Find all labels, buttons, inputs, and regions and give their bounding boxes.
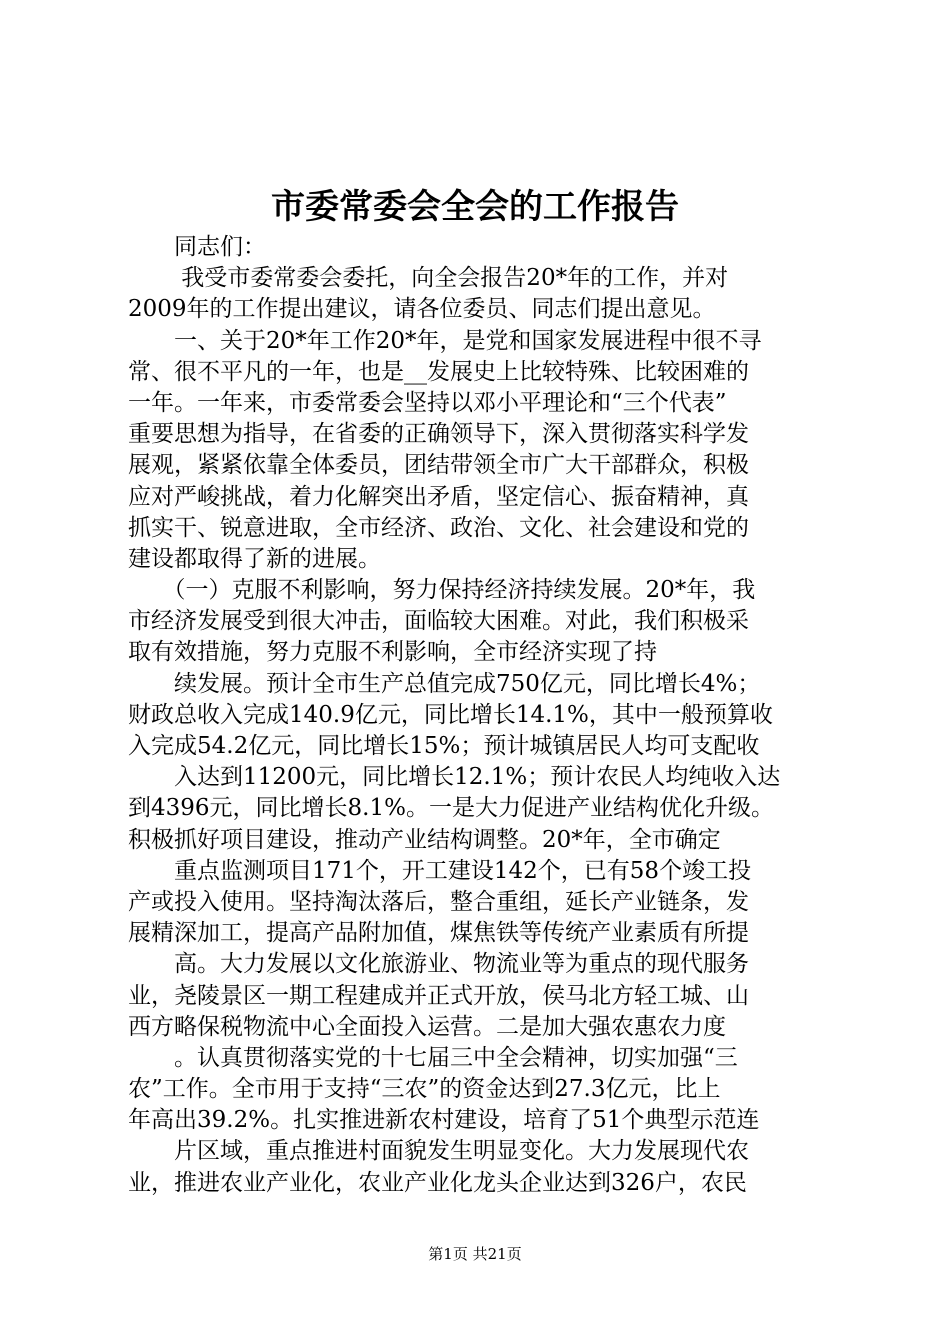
body-line: 高。大力发展以文化旅游业、物流业等为重点的现代服务	[128, 951, 749, 978]
body-line: 业，尧陵景区一期工程建成并正式开放，侯马北方轻工城、山	[128, 982, 749, 1009]
body-line: 西方略保税物流中心全面投入运营。二是加大强农惠农力度	[128, 1013, 726, 1040]
body-line: 抓实干、锐意进取，全市经济、政治、文化、社会建设和党的	[128, 514, 749, 541]
body-line: 展观，紧紧依靠全体委员，团结带领全市广大干部群众，积极	[128, 452, 749, 479]
document-body	[128, 232, 833, 1199]
page-number-footer: 第1页 共21页	[428, 1245, 522, 1263]
body-line: （一）克服不利影响，努力保持经济持续发展。20*年，我	[128, 577, 756, 604]
body-line: 2009年的工作提出建议，请各位委员、同志们提出意见。	[128, 296, 716, 323]
body-line: 入达到11200元，同比增长12.1%；预计农民人均纯收入达	[128, 764, 781, 791]
body-line: 业，推进农业产业化，农业产业化龙头企业达到326户，农民	[128, 1169, 747, 1196]
body-line: 产或投入使用。坚持淘汰落后，整合重组，延长产业链条，发	[128, 888, 749, 915]
body-line: 年高出39.2%。扎实推进新农村建设，培育了51个典型示范连	[128, 1107, 760, 1134]
body-line: 常、很不平凡的一年，也是__发展史上比较特殊、比较困难的	[128, 358, 749, 385]
body-line: 到4396元，同比增长8.1%。一是大力促进产业结构优化升级。	[128, 795, 774, 822]
body-line: 片区域，重点推进村面貌发生明显变化。大力发展现代农	[128, 1138, 749, 1165]
body-line: 我受市委常委会委托，向全会报告20*年的工作，并对	[128, 265, 729, 292]
body-line: 续发展。预计全市生产总值完成750亿元，同比增长4%；	[128, 670, 761, 697]
body-line: 同志们：	[128, 234, 266, 260]
body-line: 取有效措施，努力克服不利影响，全市经济实现了持	[128, 639, 657, 666]
body-line: 展精深加工，提高产品附加值，煤焦铁等传统产业素质有所提	[128, 920, 749, 947]
body-line: 建设都取得了新的进展。	[128, 545, 381, 572]
body-line: 应对严峻挑战，着力化解突出矛盾，坚定信心、振奋精神，真	[128, 483, 749, 510]
document-title: 市委常委会全会的工作报告	[271, 187, 679, 227]
body-line: 。认真贯彻落实党的十七届三中全会精神，切实加强“三	[128, 1044, 738, 1071]
body-line: 农”工作。全市用于支持“三农”的资金达到27.3亿元，比上	[128, 1076, 721, 1103]
body-line: 财政总收入完成140.9亿元，同比增长14.1%，其中一般预算收	[128, 701, 773, 728]
body-line: 一年。一年来，市委常委会坚持以邓小平理论和“三个代表”	[128, 389, 727, 416]
body-line: 重要思想为指导，在省委的正确领导下，深入贯彻落实科学发	[128, 421, 749, 448]
body-line: 一、关于20*年工作20*年，是党和国家发展进程中很不寻	[128, 327, 762, 354]
body-line: 重点监测项目171个，开工建设142个，已有58个竣工投	[128, 857, 752, 884]
body-line: 入完成54.2亿元，同比增长15%；预计城镇居民人均可支配收	[128, 733, 760, 759]
body-line: 积极抓好项目建设，推动产业结构调整。20*年，全市确定	[128, 826, 721, 853]
body-line: 市经济发展受到很大冲击，面临较大困难。对此，我们积极采	[128, 608, 749, 635]
